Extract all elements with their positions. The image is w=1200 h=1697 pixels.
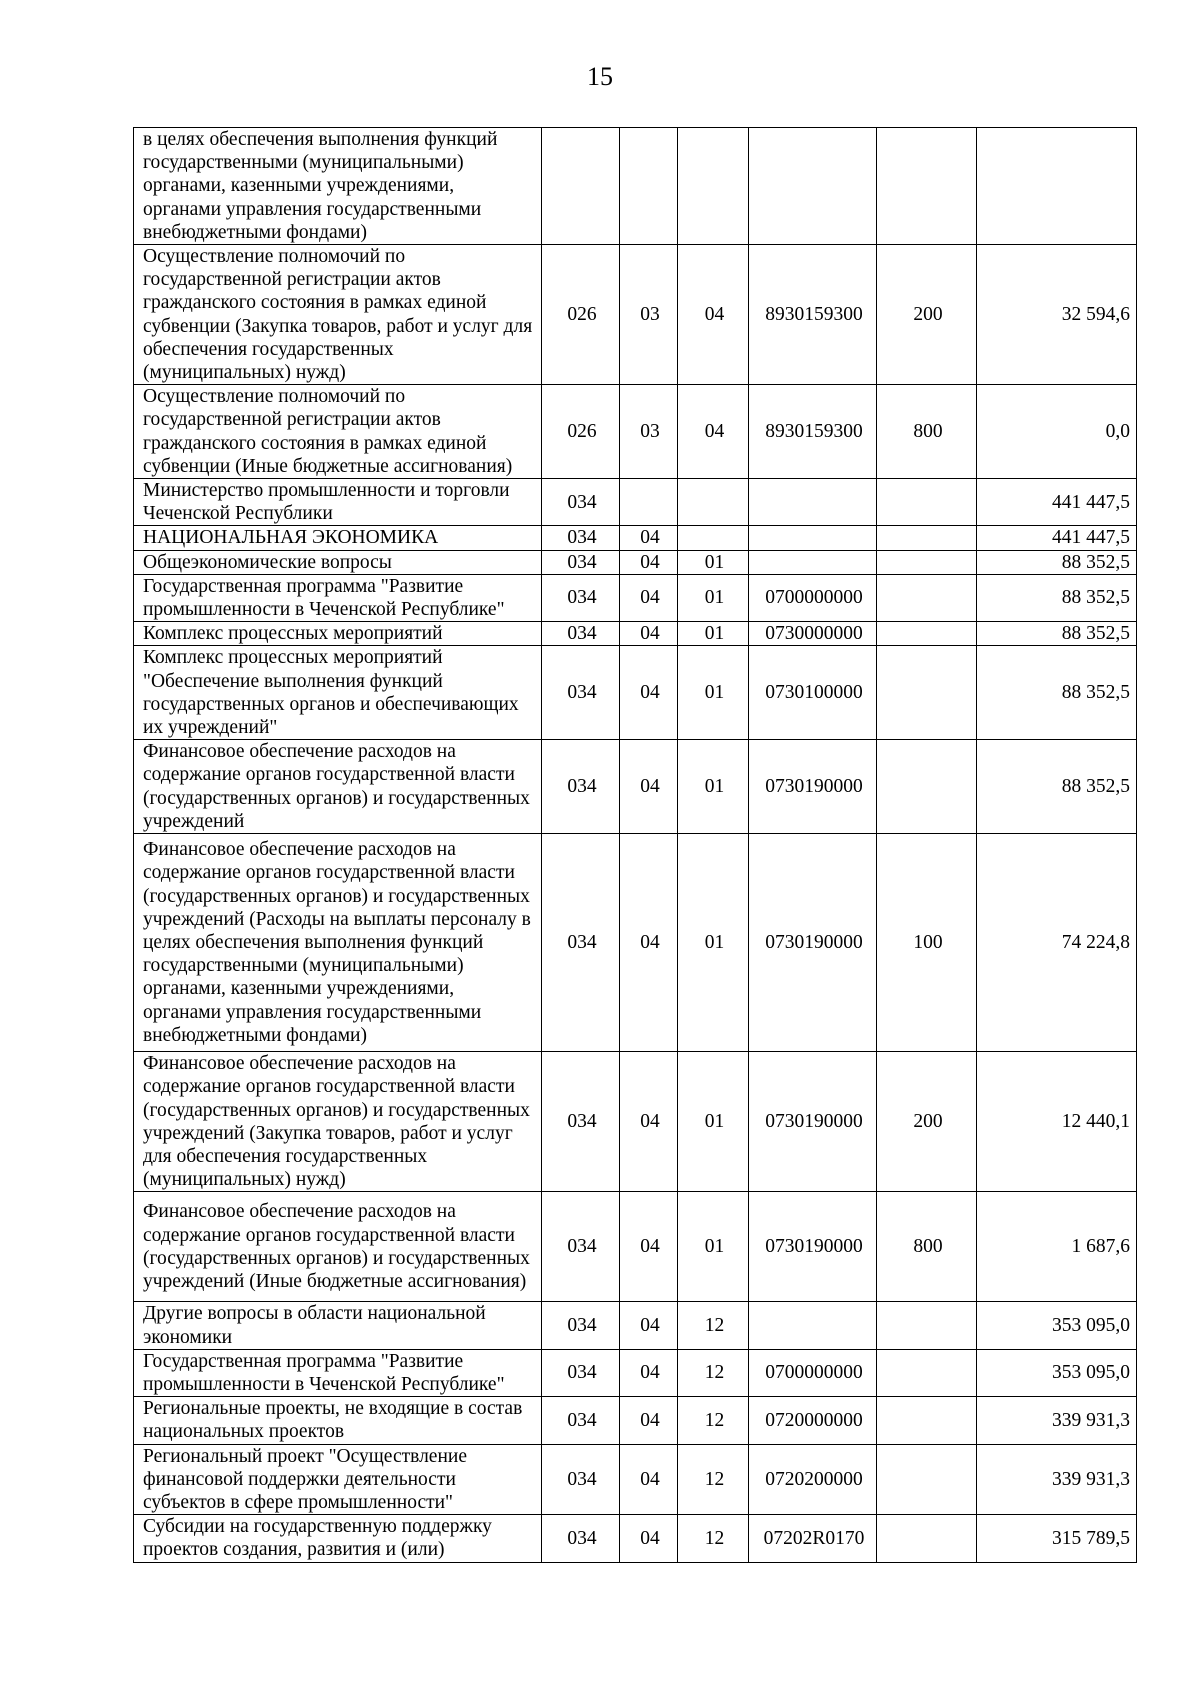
- cell-ministry-code: 034: [542, 1515, 620, 1562]
- cell-ministry-code: 034: [542, 1444, 620, 1515]
- cell-section: 04: [620, 1302, 678, 1349]
- table-row: [134, 574, 1137, 621]
- cell-section: 04: [620, 740, 678, 834]
- cell-ministry-code: [542, 128, 620, 245]
- cell-name: Осуществление полномочий по государственной регистрации актов гражданского состояния в рамках единой субвенции (Иные бюджетные ассигнования): [134, 385, 542, 479]
- table-row: [134, 740, 1137, 834]
- cell-amount: 88 352,5: [977, 574, 1137, 621]
- cell-name: Осуществление полномочий по государственной регистрации актов гражданского состояния в рамках единой субвенции (Закупка товаров, работ и услуг для обеспечения государственных (муниципальных) нужд): [134, 245, 542, 385]
- cell-subsection: 01: [678, 834, 749, 1052]
- cell-target-article: 0700000000: [749, 574, 877, 621]
- cell-target-article: 8930159300: [749, 385, 877, 479]
- cell-subsection: 04: [678, 385, 749, 479]
- cell-section: 03: [620, 385, 678, 479]
- cell-expense-type: [877, 622, 977, 646]
- cell-amount: 353 095,0: [977, 1349, 1137, 1396]
- cell-section: 04: [620, 1515, 678, 1562]
- cell-section: 03: [620, 245, 678, 385]
- table-row: [134, 622, 1137, 646]
- cell-target-article: 0730190000: [749, 1052, 877, 1192]
- cell-name: Финансовое обеспечение расходов на содержание органов государственной власти (государственных органов) и государственных учреждений (Закупка товаров, работ и услуг для обеспечения государственных (муниципальных) нужд): [134, 1052, 542, 1192]
- cell-expense-type: [877, 1397, 977, 1444]
- cell-ministry-code: 034: [542, 1397, 620, 1444]
- cell-target-article: 0730000000: [749, 622, 877, 646]
- cell-ministry-code: 034: [542, 834, 620, 1052]
- cell-section: 04: [620, 1192, 678, 1302]
- cell-expense-type: [877, 1302, 977, 1349]
- cell-name: Региональный проект "Осуществление финансовой поддержки деятельности субъектов в сфере промышленности": [134, 1444, 542, 1515]
- table-row: [134, 479, 1137, 526]
- cell-target-article: 0720200000: [749, 1444, 877, 1515]
- cell-subsection: 01: [678, 1052, 749, 1192]
- cell-section: 04: [620, 1052, 678, 1192]
- cell-amount: 88 352,5: [977, 622, 1137, 646]
- cell-ministry-code: 034: [542, 622, 620, 646]
- cell-amount: 339 931,3: [977, 1397, 1137, 1444]
- table-row: [134, 245, 1137, 385]
- cell-ministry-code: 034: [542, 1052, 620, 1192]
- cell-target-article: [749, 1302, 877, 1349]
- cell-ministry-code: 034: [542, 1302, 620, 1349]
- cell-subsection: 01: [678, 622, 749, 646]
- cell-amount: 0,0: [977, 385, 1137, 479]
- table-row: [134, 385, 1137, 479]
- cell-ministry-code: 034: [542, 1349, 620, 1396]
- table-row: [134, 526, 1137, 550]
- cell-amount: 441 447,5: [977, 479, 1137, 526]
- cell-name: Другие вопросы в области национальной экономики: [134, 1302, 542, 1349]
- cell-expense-type: 200: [877, 245, 977, 385]
- cell-subsection: 12: [678, 1349, 749, 1396]
- cell-expense-type: 800: [877, 385, 977, 479]
- cell-expense-type: 200: [877, 1052, 977, 1192]
- cell-name: Финансовое обеспечение расходов на содержание органов государственной власти (государственных органов) и государственных учреждений (Иные бюджетные ассигнования): [134, 1192, 542, 1302]
- cell-target-article: 8930159300: [749, 245, 877, 385]
- cell-ministry-code: 034: [542, 574, 620, 621]
- cell-subsection: 04: [678, 245, 749, 385]
- cell-name: Общеэкономические вопросы: [134, 550, 542, 574]
- cell-section: 04: [620, 646, 678, 740]
- cell-subsection: 12: [678, 1515, 749, 1562]
- cell-amount: 1 687,6: [977, 1192, 1137, 1302]
- budget-table: [133, 127, 1137, 1563]
- cell-expense-type: [877, 526, 977, 550]
- cell-subsection: 12: [678, 1444, 749, 1515]
- cell-amount: 32 594,6: [977, 245, 1137, 385]
- cell-name: Комплекс процессных мероприятий: [134, 622, 542, 646]
- cell-name: НАЦИОНАЛЬНАЯ ЭКОНОМИКА: [134, 526, 542, 550]
- cell-expense-type: [877, 740, 977, 834]
- cell-name: Государственная программа "Развитие промышленности в Чеченской Республике": [134, 1349, 542, 1396]
- cell-section: 04: [620, 574, 678, 621]
- table-row: [134, 1444, 1137, 1515]
- cell-section: 04: [620, 1349, 678, 1396]
- cell-ministry-code: 034: [542, 550, 620, 574]
- cell-target-article: 0730190000: [749, 1192, 877, 1302]
- cell-ministry-code: 034: [542, 740, 620, 834]
- cell-target-article: 07202R0170: [749, 1515, 877, 1562]
- cell-name: Региональные проекты, не входящие в состав национальных проектов: [134, 1397, 542, 1444]
- cell-subsection: 12: [678, 1302, 749, 1349]
- cell-name: в целях обеспечения выполнения функций государственными (муниципальными) органами, казенными учреждениями, органами управления государственными внебюджетными фондами): [134, 128, 542, 245]
- cell-name: Министерство промышленности и торговли Чеченской Республики: [134, 479, 542, 526]
- table-row: [134, 646, 1137, 740]
- cell-subsection: 01: [678, 574, 749, 621]
- cell-target-article: 0730100000: [749, 646, 877, 740]
- budget-table-body: [134, 128, 1137, 1563]
- cell-ministry-code: 026: [542, 245, 620, 385]
- cell-subsection: [678, 479, 749, 526]
- table-row: [134, 1515, 1137, 1562]
- cell-target-article: [749, 479, 877, 526]
- cell-amount: 441 447,5: [977, 526, 1137, 550]
- cell-subsection: [678, 526, 749, 550]
- cell-subsection: [678, 128, 749, 245]
- cell-section: 04: [620, 526, 678, 550]
- cell-expense-type: [877, 1444, 977, 1515]
- cell-amount: [977, 128, 1137, 245]
- cell-expense-type: [877, 1349, 977, 1396]
- cell-amount: 74 224,8: [977, 834, 1137, 1052]
- cell-expense-type: [877, 479, 977, 526]
- cell-subsection: 01: [678, 740, 749, 834]
- cell-expense-type: 100: [877, 834, 977, 1052]
- cell-section: [620, 128, 678, 245]
- cell-amount: 12 440,1: [977, 1052, 1137, 1192]
- cell-section: 04: [620, 550, 678, 574]
- cell-ministry-code: 034: [542, 479, 620, 526]
- cell-amount: 353 095,0: [977, 1302, 1137, 1349]
- cell-name: Субсидии на государственную поддержку проектов создания, развития и (или): [134, 1515, 542, 1562]
- cell-target-article: 0730190000: [749, 740, 877, 834]
- cell-expense-type: [877, 574, 977, 621]
- cell-name: Государственная программа "Развитие промышленности в Чеченской Республике": [134, 574, 542, 621]
- table-row: [134, 1052, 1137, 1192]
- cell-subsection: 01: [678, 646, 749, 740]
- cell-target-article: 0700000000: [749, 1349, 877, 1396]
- cell-section: 04: [620, 1444, 678, 1515]
- cell-subsection: 01: [678, 550, 749, 574]
- cell-ministry-code: 034: [542, 1192, 620, 1302]
- cell-ministry-code: 034: [542, 646, 620, 740]
- cell-expense-type: [877, 1515, 977, 1562]
- cell-subsection: 12: [678, 1397, 749, 1444]
- table-row: [134, 128, 1137, 245]
- cell-ministry-code: 026: [542, 385, 620, 479]
- cell-target-article: [749, 526, 877, 550]
- cell-section: 04: [620, 1397, 678, 1444]
- cell-subsection: 01: [678, 1192, 749, 1302]
- cell-name: Финансовое обеспечение расходов на содержание органов государственной власти (государственных органов) и государственных учреждений (Расходы на выплаты персоналу в целях обеспечения выполнения функций государственными (муниципальными) органами, казенными учреждениями, органами управления государственными внебюджетными фондами): [134, 834, 542, 1052]
- page-number: 15: [587, 62, 613, 91]
- cell-amount: 88 352,5: [977, 646, 1137, 740]
- cell-name: Комплекс процессных мероприятий "Обеспечение выполнения функций государственных органов и обеспечивающих их учреждений": [134, 646, 542, 740]
- cell-amount: 88 352,5: [977, 550, 1137, 574]
- cell-expense-type: [877, 128, 977, 245]
- cell-target-article: [749, 550, 877, 574]
- cell-ministry-code: 034: [542, 526, 620, 550]
- table-row: [134, 834, 1137, 1052]
- cell-name: Финансовое обеспечение расходов на содержание органов государственной власти (государственных органов) и государственных учреждений: [134, 740, 542, 834]
- cell-section: 04: [620, 834, 678, 1052]
- table-row: [134, 1397, 1137, 1444]
- cell-expense-type: 800: [877, 1192, 977, 1302]
- cell-target-article: [749, 128, 877, 245]
- cell-amount: 315 789,5: [977, 1515, 1137, 1562]
- cell-expense-type: [877, 550, 977, 574]
- table-row: [134, 1302, 1137, 1349]
- cell-expense-type: [877, 646, 977, 740]
- table-row: [134, 1192, 1137, 1302]
- cell-section: 04: [620, 622, 678, 646]
- table-row: [134, 1349, 1137, 1396]
- table-row: [134, 550, 1137, 574]
- cell-section: [620, 479, 678, 526]
- cell-target-article: 0730190000: [749, 834, 877, 1052]
- cell-target-article: 0720000000: [749, 1397, 877, 1444]
- cell-amount: 339 931,3: [977, 1444, 1137, 1515]
- cell-amount: 88 352,5: [977, 740, 1137, 834]
